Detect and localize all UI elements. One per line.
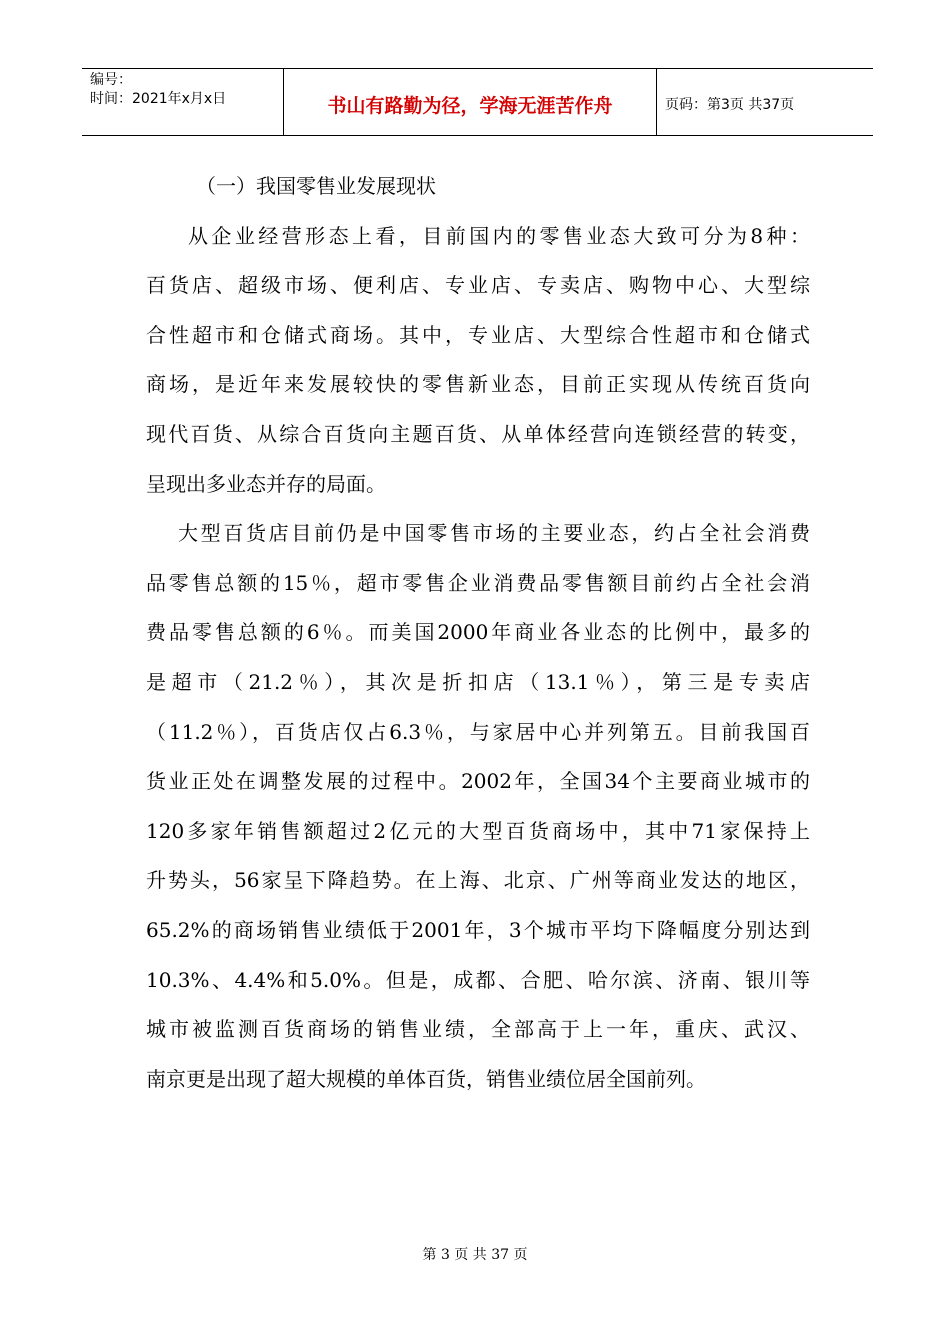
- paragraph-line: 现代百货、从综合百货向主题百货、从单体经营向连锁经营的转变，: [146, 421, 810, 446]
- section-heading: （一）我国零售业发展现状: [196, 174, 436, 198]
- paragraph-line: 120多家年销售额超过2亿元的大型百货商场中，其中71家保持上: [146, 818, 810, 843]
- paragraph-line: 呈现出多业态并存的局面。: [146, 471, 386, 496]
- document-body: [146, 162, 810, 1104]
- paragraph-line: 南京更是出现了超大规模的单体百货，销售业绩位居全国前列。: [146, 1066, 706, 1091]
- paragraph-line: 费品零售总额的6％。而美国2000年商业各业态的比例中，最多的: [146, 620, 810, 645]
- header-page-info: 页码：第3页 共37页: [665, 97, 795, 113]
- paragraph-line: 合性超市和仓储式商场。其中，专业店、大型综合性超市和仓储式: [146, 322, 810, 347]
- page-header: [82, 68, 873, 136]
- document-number-label: 编号：: [90, 72, 132, 88]
- paragraph-line: 65.2%的商场销售业绩低于2001年，3个城市平均下降幅度分别达到: [146, 917, 810, 942]
- header-motto: 书山有路勤为径，学海无涯苦作舟: [284, 69, 657, 135]
- paragraph-line: 10.3%、4.4%和5.0%。但是，成都、合肥、哈尔滨、济南、银川等: [146, 967, 810, 992]
- paragraph-line: 是超市（21.2％），其次是折扣店（13.1％），第三是专卖店: [146, 669, 810, 694]
- document-time-label: 时间：2021年x月x日: [90, 91, 227, 107]
- paragraph-line: 百货店、超级市场、便利店、专业店、专卖店、购物中心、大型综: [146, 273, 810, 298]
- paragraph-line: 品零售总额的15％，超市零售企业消费品零售额目前约占全社会消: [146, 570, 810, 595]
- paragraph-line: 货业正处在调整发展的过程中。2002年，全国34个主要商业城市的: [146, 769, 810, 794]
- paragraph-line: 从企业经营形态上看，目前国内的零售业态大致可分为8种：: [188, 223, 810, 248]
- paragraph-line: 商场，是近年来发展较快的零售新业态，目前正实现从传统百货向: [146, 372, 810, 397]
- paragraph-line: 升势头，56家呈下降趋势。在上海、北京、广州等商业发达的地区，: [146, 868, 810, 893]
- header-meta: [82, 69, 284, 135]
- page-footer: 第 3 页 共 37 页: [422, 1247, 528, 1263]
- paragraph-line: 城市被监测百货商场的销售业绩，全部高于上一年，重庆、武汉、: [146, 1017, 810, 1042]
- paragraph-line: （11.2％），百货店仅占6.3％，与家居中心并列第五。目前我国百: [146, 719, 810, 744]
- paragraph-line: 大型百货店目前仍是中国零售市场的主要业态，约占全社会消费: [178, 521, 810, 546]
